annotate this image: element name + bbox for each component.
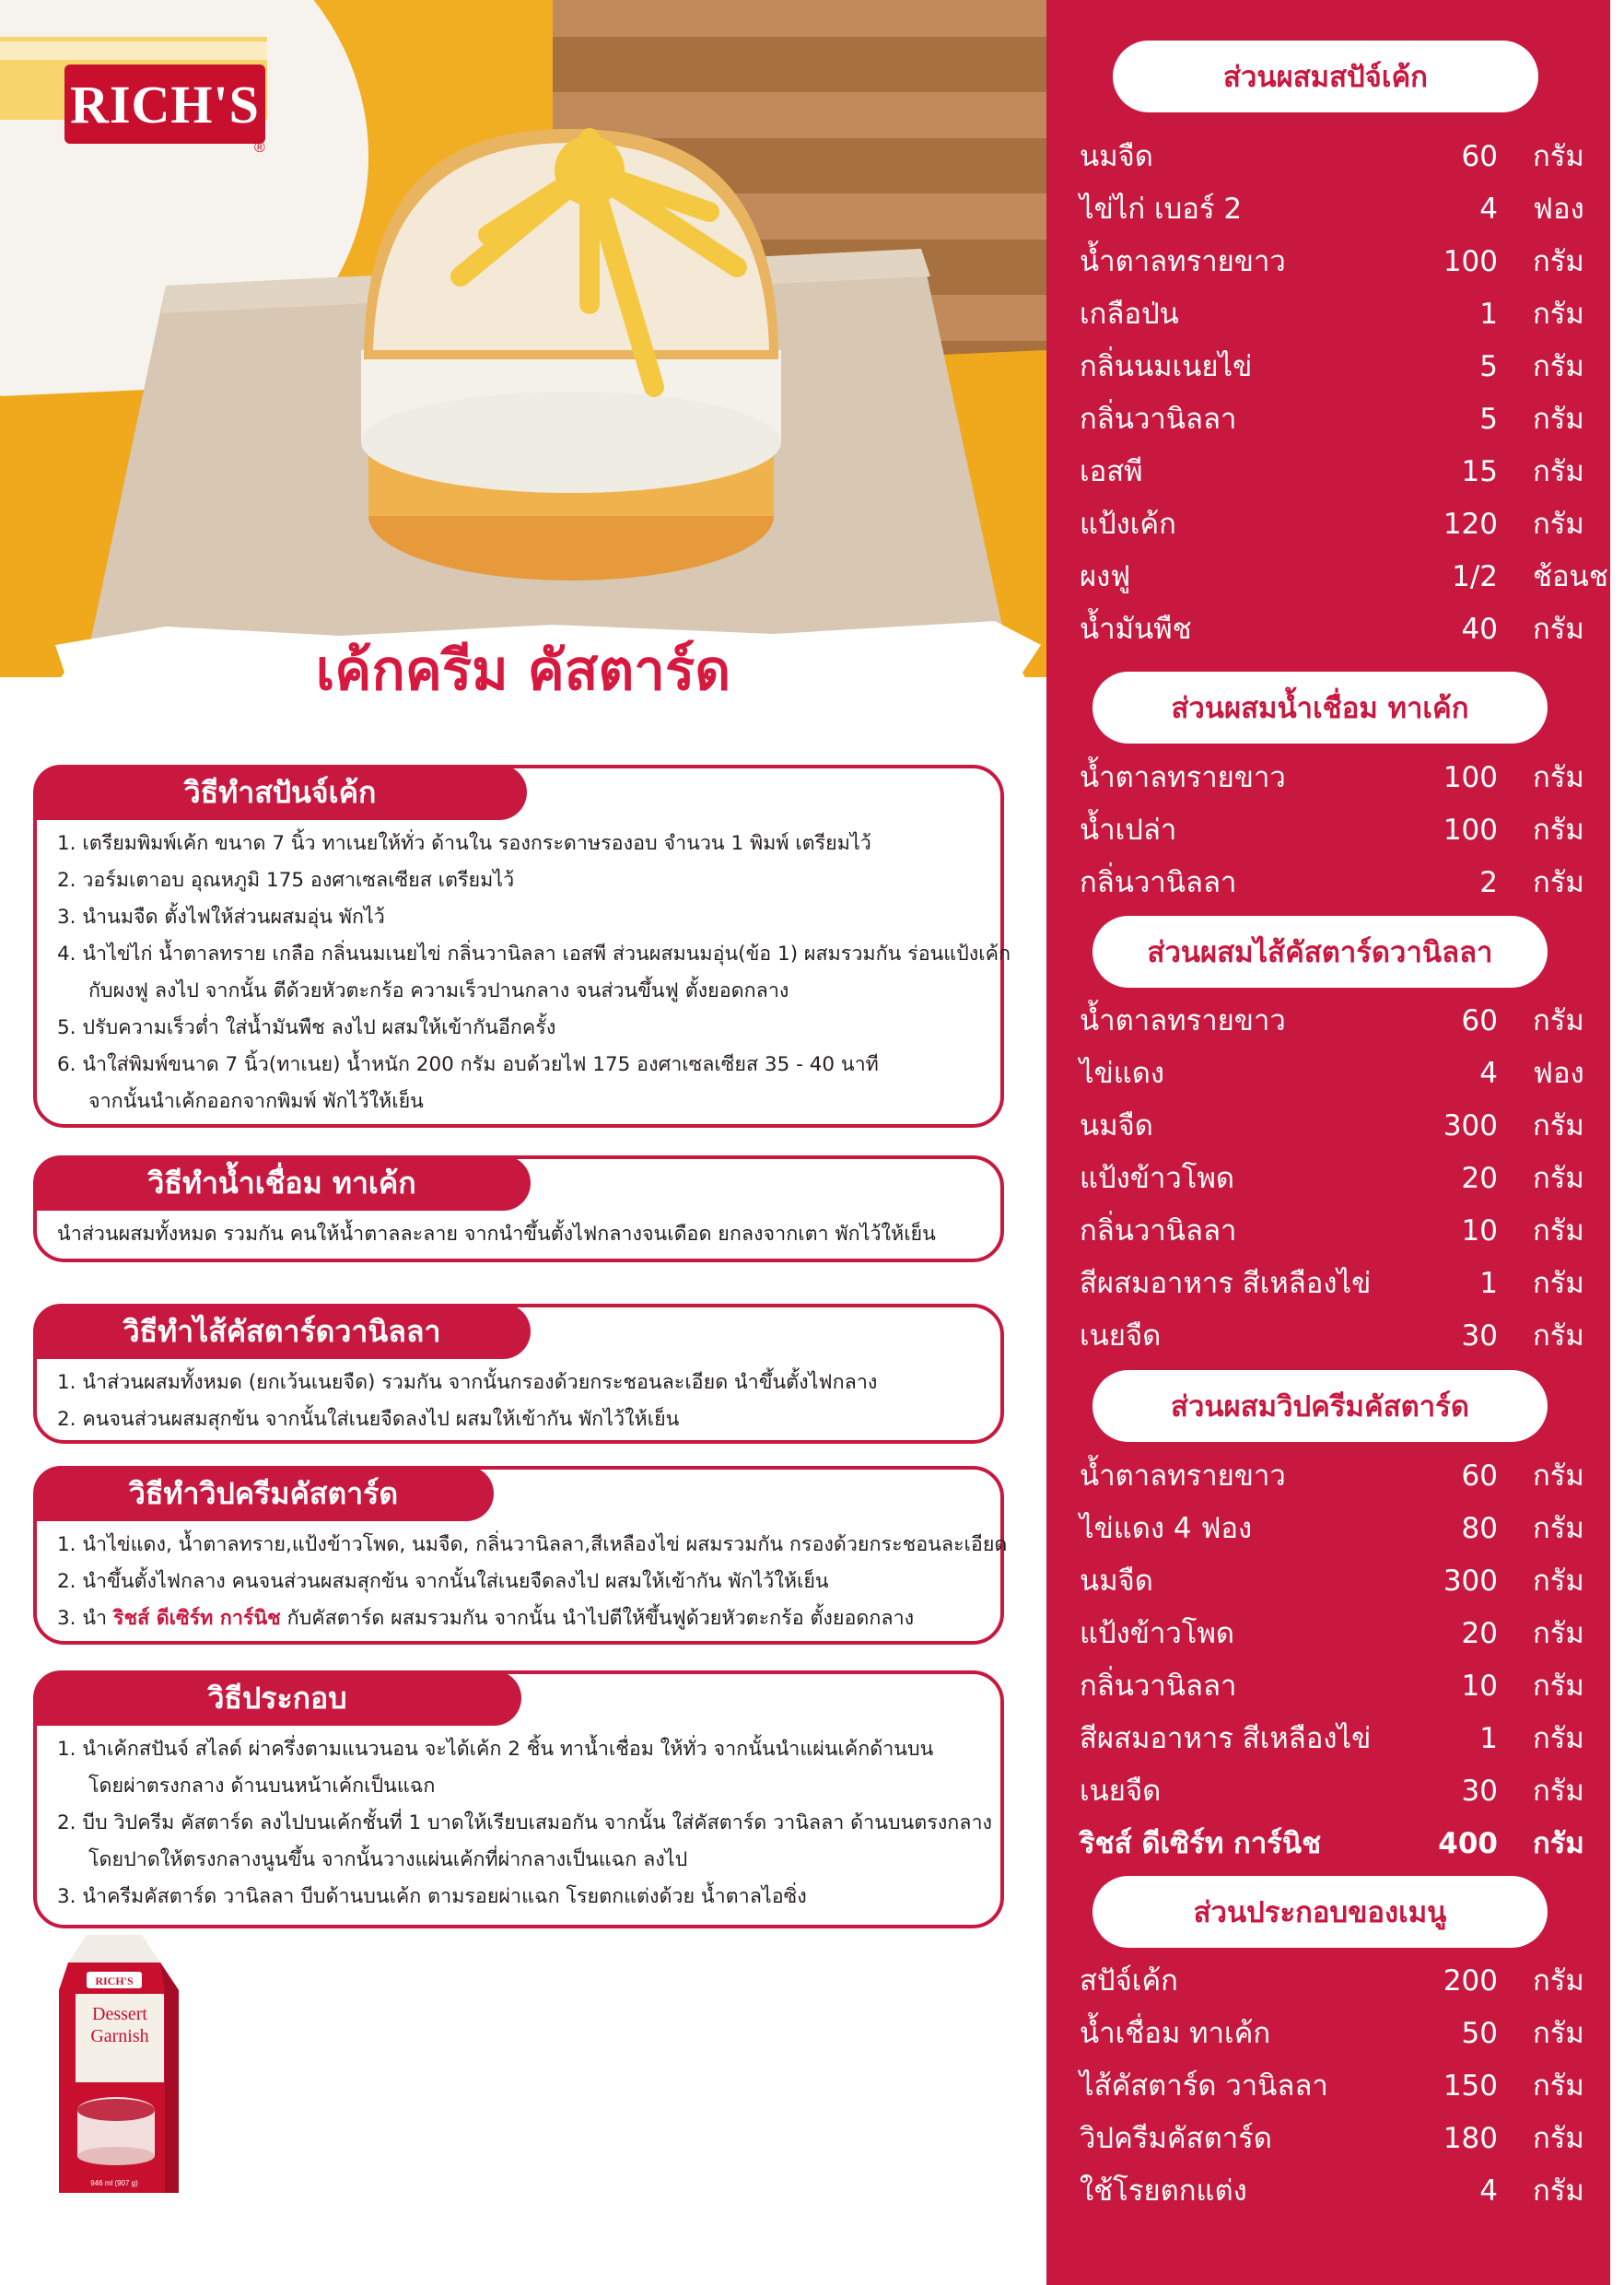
- method-line: 4. นำไข่ไก่ น้ำตาลทราย เกลือ กลิ่นนมเนยไข่ กลิ่นวานิลลา เอสพี ส่วนผสมนมอุ่น(ข้อ 1) ผสมรวมกัน ร่อนแป้งเค้ก: [57, 943, 1011, 966]
- ingredient-name: สีผสมอาหาร สีเหลืองไข่: [1080, 1267, 1372, 1300]
- ingredient-name: กลิ่นวานิลลา: [1080, 866, 1237, 899]
- ingredient-unit: กรัม: [1533, 761, 1584, 794]
- ingredient-unit: กรัม: [1533, 2069, 1584, 2103]
- ingredient-qty: 30: [1461, 1319, 1498, 1353]
- ingredient-row: [1080, 288, 1595, 341]
- ingredient-unit: ช้อนชา: [1533, 560, 1624, 593]
- ingredient-row: [1080, 446, 1595, 498]
- ingredient-unit: กรัม: [1533, 866, 1584, 899]
- ingredient-qty: 20: [1461, 1162, 1498, 1195]
- ingredient-unit: กรัม: [1533, 1617, 1584, 1650]
- ingredient-name: สีผสมอาหาร สีเหลืองไข่: [1080, 1722, 1372, 1755]
- ingredient-row: [1080, 1450, 1595, 1503]
- carton-name-2: Garnish: [90, 2026, 149, 2046]
- ingredient-name: น้ำเปล่า: [1080, 814, 1177, 847]
- brand-logo: [64, 64, 265, 144]
- ingredient-unit: ฟอง: [1533, 193, 1584, 226]
- ingredient-qty: 80: [1461, 1512, 1498, 1545]
- ingredient-qty: 100: [1443, 761, 1498, 794]
- ingredient-row: [1080, 131, 1595, 183]
- ingredient-name: ผงฟู: [1080, 560, 1131, 593]
- ingredient-row: [1080, 2008, 1595, 2060]
- ingredients-custard-heading: ส่วนผสมไส้คัสตาร์ดวานิลลา: [1092, 916, 1548, 988]
- method-custard-body: [57, 1365, 982, 1438]
- ingredient-qty: 20: [1461, 1617, 1498, 1650]
- ingredient-unit: กรัม: [1533, 1214, 1584, 1248]
- method-whip-body: [57, 1527, 1008, 1637]
- ingredient-qty: 15: [1461, 455, 1498, 488]
- ingredient-row: [1080, 1258, 1595, 1310]
- ingredient-name: กลิ่นวานิลลา: [1080, 1670, 1237, 1703]
- ingredient-unit: กรัม: [1533, 2122, 1584, 2155]
- method-line: 2. วอร์มเตาอบ อุณหภูมิ 175 องศาเซลเซียส เตรียมไว้: [57, 869, 515, 892]
- ingredient-qty: 10: [1461, 1214, 1498, 1248]
- ingredient-name: เอสพี: [1080, 455, 1143, 488]
- carton-volume: 946 ml (907 g): [90, 2179, 138, 2187]
- page-title: เค้กครีม คัสตาร์ด: [315, 639, 731, 703]
- ingredient-row: [1080, 804, 1595, 857]
- ingredient-row: [1080, 183, 1595, 236]
- ingredient-name: สปัจ์เค้ก: [1080, 1964, 1178, 1998]
- ingredient-name: วิปครีมคัสตาร์ด: [1080, 2122, 1272, 2155]
- ingredient-name: นมจืด: [1080, 1564, 1153, 1598]
- ingredients-whip-heading: ส่วนผสมวิปครีมคัสตาร์ด: [1092, 1370, 1548, 1442]
- method-syrup-body: [57, 1216, 982, 1253]
- ingredient-name: ไส้คัสตาร์ด วานิลลา: [1080, 2069, 1328, 2103]
- ingredient-row: [1080, 393, 1595, 446]
- method-line-3-prefix: 3. นำ: [57, 1607, 113, 1630]
- ingredient-qty: 5: [1479, 350, 1498, 383]
- ingredient-qty: 4: [1479, 193, 1498, 226]
- ingredient-qty: 4: [1479, 2174, 1498, 2208]
- ingredient-name: กลิ่นนมเนยไข่: [1080, 350, 1253, 383]
- ingredient-unit: กรัม: [1533, 1775, 1584, 1808]
- ingredient-row: [1080, 1608, 1595, 1660]
- method-line: จากนั้นนำเค้กออกจากพิมพ์ พักไว้ให้เย็น: [88, 1090, 424, 1113]
- method-line: 1. นำส่วนผสมทั้งหมด (ยกเว้นเนยจืด) รวมกัน จากนั้นกรองด้วยกระชอนละเอียด นำขึ้นตั้งไฟกลาง: [57, 1371, 878, 1394]
- ingredient-unit: กรัม: [1533, 245, 1584, 278]
- method-sponge-body: [57, 826, 1011, 1120]
- ingredient-row: [1080, 1153, 1595, 1205]
- ingredient-name: กลิ่นวานิลลา: [1080, 403, 1237, 436]
- ingredient-row: [1080, 1503, 1595, 1555]
- ingredient-unit: กรัม: [1533, 403, 1584, 436]
- ingredient-row: [1080, 1765, 1595, 1818]
- ingredient-row: [1080, 995, 1595, 1048]
- method-line: โดยผ่าตรงกลาง ด้านบนหน้าเค้กเป็นแฉก: [88, 1775, 436, 1798]
- ingredient-qty: 5: [1479, 403, 1498, 436]
- method-line: 3. นำครีมคัสตาร์ด วานิลลา บีบด้านบนเค้ก ตามรอยผ่าแฉก โรยตกแต่งด้วย น้ำตาลไอซิ่ง: [57, 1885, 807, 1908]
- ingredients-assembly-list: [1080, 1955, 1595, 2218]
- method-line: 2. คนจนส่วนผสมสุกข้น จากนั้นใส่เนยจืดลงไป ผสมให้เข้ากัน พักไว้ให้เย็น: [57, 1408, 680, 1431]
- ingredient-row: [1080, 551, 1624, 603]
- ingredient-row: [1080, 1660, 1595, 1713]
- ingredient-row: [1080, 1955, 1595, 2008]
- ingredient-qty: 60: [1461, 140, 1498, 173]
- method-line: 5. ปรับความเร็วต่ำ ใส่น้ำมันพืช ลงไป ผสมให้เข้ากันอีกครั้ง: [57, 1016, 556, 1039]
- ingredients-syrup-list: [1080, 752, 1595, 909]
- ingredient-qty: 60: [1461, 1004, 1498, 1037]
- ingredient-name: ใช้โรยตกแต่ง: [1080, 2174, 1247, 2208]
- ingredient-qty: 1: [1479, 1722, 1498, 1755]
- ingredient-unit: กรัม: [1533, 1670, 1584, 1703]
- ingredient-row: [1080, 1713, 1595, 1765]
- ingredient-qty: 100: [1443, 245, 1498, 278]
- ingredient-row: [1080, 1048, 1595, 1100]
- ingredient-qty: 400: [1438, 1827, 1498, 1860]
- ingredient-unit: กรัม: [1533, 1722, 1584, 1755]
- ingredient-unit: กรัม: [1533, 1827, 1584, 1860]
- ingredient-qty: 150: [1443, 2069, 1498, 2103]
- method-assembly-heading: วิธีประกอบ: [33, 1670, 521, 1726]
- ingredient-qty: 1: [1479, 1267, 1498, 1300]
- ingredient-unit: กรัม: [1533, 1109, 1584, 1142]
- ingredient-unit: กรัม: [1533, 1964, 1584, 1998]
- ingredient-name: กลิ่นวานิลลา: [1080, 1214, 1237, 1248]
- method-whip-heading: วิธีทำวิปครีมคัสตาร์ด: [33, 1466, 494, 1521]
- ingredient-name: น้ำตาลทรายขาว: [1080, 1459, 1286, 1493]
- ingredient-name: เนยจืด: [1080, 1775, 1162, 1808]
- ingredient-qty: 100: [1443, 814, 1498, 847]
- ingredient-row-highlight: [1080, 1818, 1595, 1870]
- ingredient-row: [1080, 1205, 1595, 1258]
- ingredient-name: น้ำตาลทรายขาว: [1080, 1004, 1286, 1037]
- ingredient-name: น้ำเชื่อม ทาเค้ก: [1080, 2017, 1271, 2050]
- method-whip: [33, 1466, 1008, 1645]
- ingredient-name: เนยจืด: [1080, 1319, 1162, 1353]
- ingredient-qty: 300: [1443, 1564, 1498, 1598]
- ingredients-sponge-heading: ส่วนผสมสปัจ์เค้ก: [1113, 41, 1538, 112]
- ingredient-unit: กรัม: [1533, 613, 1584, 646]
- method-custard: [33, 1304, 1004, 1444]
- logo-text: RICH'S: [70, 74, 260, 135]
- ingredient-name: นมจืด: [1080, 140, 1153, 173]
- method-syrup-heading: วิธีทำน้ำเชื่อม ทาเค้ก: [33, 1155, 531, 1211]
- ingredient-qty: 2: [1479, 866, 1498, 899]
- ingredient-name: นมจืด: [1080, 1109, 1153, 1142]
- ingredient-qty: 60: [1461, 1459, 1498, 1493]
- ingredient-row: [1080, 498, 1595, 551]
- method-line: กับผงฟู ลงไป จากนั้น ตีด้วยหัวตะกร้อ ความเร็วปานกลาง จนส่วนขึ้นฟู ตั้งยอดกลาง: [88, 979, 789, 1002]
- ingredient-name: ไข่แดง 4 ฟอง: [1080, 1512, 1253, 1545]
- ingredient-row: [1080, 603, 1595, 656]
- ingredient-unit: ฟอง: [1533, 1057, 1584, 1090]
- method-line-3: [57, 1600, 982, 1637]
- ingredient-qty: 40: [1461, 613, 1498, 646]
- method-custard-heading: วิธีทำไส้คัสตาร์ดวานิลลา: [33, 1304, 531, 1359]
- ingredient-row: [1080, 236, 1595, 288]
- method-sponge-heading: วิธีทำสปันจ์เค้ก: [33, 765, 527, 820]
- ingredient-name: ไข่แดง: [1080, 1057, 1165, 1090]
- product-name-highlight: ริชส์ ดีเซิร์ท การ์นิช: [112, 1607, 281, 1630]
- ingredient-qty: 30: [1461, 1775, 1498, 1808]
- cake-photo: [0, 0, 1046, 677]
- method-line: 6. นำใส่พิมพ์ขนาด 7 นิ้ว(ทาเนย) น้ำหนัก 200 กรัม อบด้วยไฟ 175 องศาเซลเซียส 35 - 40 นาที: [57, 1053, 879, 1076]
- ingredient-unit: กรัม: [1533, 814, 1584, 847]
- ingredient-unit: กรัม: [1533, 298, 1584, 331]
- ingredient-name: น้ำตาลทรายขาว: [1080, 761, 1286, 794]
- method-line: 2. นำขึ้นตั้งไฟกลาง คนจนส่วนผสมสุกข้น จากนั้นใส่เนยจืดลงไป ผสมให้เข้ากัน พักไว้ให้เย็น: [57, 1570, 829, 1593]
- ingredients-syrup-heading: ส่วนผสมน้ำเชื่อม ทาเค้ก: [1092, 672, 1548, 744]
- method-line: 2. บีบ วิปครีม คัสตาร์ด ลงไปบนเค้กชั้นที่ 1 บาดให้เรียบเสมอกัน จากนั้น ใส่คัสตาร์ด วานิลลา ด้านบนตรงกลาง: [57, 1811, 993, 1834]
- method-line: โดยปาดให้ตรงกลางนูนขึ้น จากนั้นวางแผ่นเค้กที่ผ่ากลางเป็นแฉก ลงไป: [88, 1848, 688, 1871]
- ingredient-unit: กรัม: [1533, 508, 1584, 541]
- ingredient-name: ไข่ไก่ เบอร์ 2: [1080, 193, 1243, 226]
- ingredients-sponge-list: [1080, 131, 1624, 656]
- ingredients-custard-list: [1080, 995, 1595, 1363]
- ingredient-name: น้ำมันพืช: [1080, 613, 1192, 646]
- ingredient-qty: 300: [1443, 1109, 1498, 1142]
- ingredient-row: [1080, 341, 1595, 393]
- method-sponge: [33, 765, 1011, 1128]
- ingredient-unit: กรัม: [1533, 1162, 1584, 1195]
- ingredient-unit: กรัม: [1533, 1267, 1584, 1300]
- ingredient-row: [1080, 857, 1595, 909]
- ingredient-unit: กรัม: [1533, 1512, 1584, 1545]
- method-line: 3. นำนมจืด ตั้งไฟให้ส่วนผสมอุ่น พักไว้: [57, 906, 385, 929]
- method-assembly-body: [57, 1731, 993, 1916]
- ingredient-row: [1080, 1555, 1595, 1608]
- ingredient-unit: กรัม: [1533, 455, 1584, 488]
- ingredient-row: [1080, 2165, 1595, 2218]
- method-line: 1. เตรียมพิมพ์เค้ก ขนาด 7 นิ้ว ทาเนยให้ทั่ว ด้านใน รองกระดาษรองอบ จำนวน 1 พิมพ์ เตรียมไว้: [57, 832, 871, 855]
- ingredient-row: [1080, 2060, 1595, 2113]
- method-syrup: [33, 1155, 1004, 1262]
- method-line-3-suffix: กับคัสตาร์ด ผสมรวมกัน จากนั้น นำไปตีให้ขึ้นฟูด้วยหัวตะกร้อ ตั้งยอดกลาง: [280, 1607, 915, 1630]
- ingredient-qty: 1: [1479, 298, 1498, 331]
- ingredient-qty: 10: [1461, 1670, 1498, 1703]
- carton-name-1: Dessert: [92, 2004, 147, 2024]
- method-line: นำส่วนผสมทั้งหมด รวมกัน คนให้น้ำตาลละลาย จากนำขึ้นตั้งไฟกลางจนเดือด ยกลงจากเตา พักไว้ให้เย็น: [57, 1223, 936, 1246]
- ingredients-assembly-heading: ส่วนประกอบของเมนู: [1092, 1876, 1548, 1948]
- ingredient-row: [1080, 1100, 1595, 1153]
- ingredients-whip-list: [1080, 1450, 1595, 1870]
- ingredient-qty: 200: [1443, 1964, 1498, 1998]
- method-line: 1. นำไข่แดง, น้ำตาลทราย,แป้งข้าวโพด, นมจืด, กลิ่นวานิลลา,สีเหลืองไข่ ผสมรวมกัน กรองด้วยกระชอนละเอียด: [57, 1533, 1008, 1556]
- ingredient-name: เกลือป่น: [1080, 298, 1179, 331]
- ingredient-name: ริชส์ ดีเซิร์ท การ์นิช: [1080, 1827, 1322, 1860]
- ingredient-unit: กรัม: [1533, 1319, 1584, 1353]
- ingredient-qty: 4: [1479, 1057, 1498, 1090]
- ingredient-qty: 120: [1443, 508, 1498, 541]
- carton-brand: RICH'S: [95, 1974, 134, 1987]
- registered-mark: ®: [254, 140, 265, 156]
- ingredient-name: น้ำตาลทรายขาว: [1080, 245, 1286, 278]
- ingredient-row: [1080, 752, 1595, 804]
- ingredient-unit: กรัม: [1533, 2017, 1584, 2050]
- ingredient-unit: กรัม: [1533, 350, 1584, 383]
- ingredient-qty: 180: [1443, 2122, 1498, 2155]
- method-assembly: [33, 1670, 1004, 1928]
- ingredient-name: แป้งข้าวโพด: [1080, 1162, 1235, 1195]
- ingredient-unit: กรัม: [1533, 140, 1584, 173]
- ingredient-row: [1080, 2113, 1595, 2165]
- method-line: 1. นำเค้กสปันจ์ สไลด์ ผ่าครึ่งตามแนวนอน จะได้เค้ก 2 ชิ้น ทาน้ำเชื่อม ให้ทั่ว จากนั้นนำแผ่นเค้กด้านบน: [57, 1738, 934, 1761]
- ingredient-unit: กรัม: [1533, 2174, 1584, 2208]
- ingredient-qty: 1/2: [1452, 560, 1498, 593]
- ingredient-unit: กรัม: [1533, 1564, 1584, 1598]
- dessert-garnish-carton: [50, 1926, 188, 2202]
- ingredient-qty: 50: [1461, 2017, 1498, 2050]
- ingredient-unit: กรัม: [1533, 1459, 1584, 1493]
- ingredient-row: [1080, 1310, 1595, 1363]
- ingredient-name: แป้งข้าวโพด: [1080, 1617, 1235, 1650]
- ingredient-unit: กรัม: [1533, 1004, 1584, 1037]
- ingredient-name: แป้งเค้ก: [1080, 508, 1176, 541]
